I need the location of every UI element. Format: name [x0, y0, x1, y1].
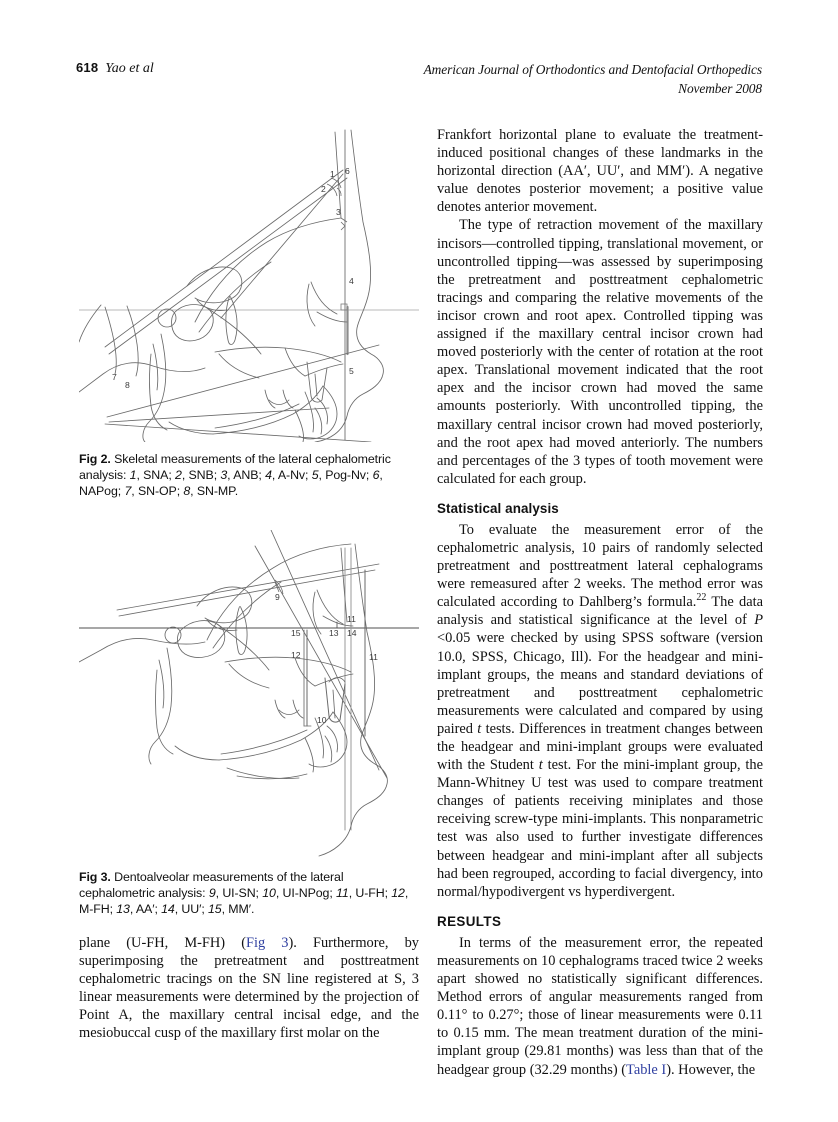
figure-2-label: Fig 2. [79, 452, 111, 466]
results-text-a: In terms of the measurement error, the repeated measurements on 10 cephalograms traced twice 2 weeks apart showed no statistically significant differences. Method errors of angular measurements ranged from 0.11° to 0.27°; those of linear measurements were 0.11 to 0.15 mm. The mean treatment duration of the mini-implant group (29.81 months) was less than that of the headgear group (32.29 months) ( [437, 934, 763, 1078]
figure-2-item-text-4: A-Nv [277, 468, 306, 483]
trace-label-4: 4 [349, 276, 354, 286]
figure-3 [79, 530, 419, 918]
paragraph-frankfort-plane: Frankfort horizontal plane to evaluate the treatment-induced positional changes of these landmarks in the horizontal direction (AA′, UU′, and MM′). A negative value denotes posterior movement; a positive value denotes anterior movement. [437, 127, 763, 216]
figure-2-item-num-3: 3 [220, 468, 228, 483]
trace-label-14: 14 [347, 628, 357, 638]
trace-label-13: 13 [329, 628, 339, 638]
figure-2-item-num-1: 1 [129, 468, 137, 483]
figure-2-item-num-6: 6 [372, 468, 380, 483]
trace-label-11-top: 11 [347, 614, 356, 624]
figure-2-item-text-7: SN-OP [137, 484, 177, 499]
figure-3-item-text-5: AA′ [135, 902, 155, 917]
figure-3-label: Fig 3. [79, 870, 111, 884]
paragraph-retraction-movement: The type of retraction movement of the maxillary incisors—controlled tipping, translational movement, or uncontrolled tipping—was assessed by superimposing the pretreatment and posttreatment cephalometric tracings and comparing the relative movements of the incisor crown and root apex. Controlled tipping was assigned if the maxillary central incisor crown had moved posteriorly with the center of rotation at the root apex. Translational movement indicated that the root apex and the incisor crown had moved the same amounts posteriorly. With uncontrolled tipping, the maxillary central incisor crown had moved posteriorly, and the root apex had moved anteriorly. The numbers and percentages of the 3 types of tooth movement were calculated for each group. [437, 217, 763, 487]
figure-2-item-text-6: NAPog [79, 484, 118, 499]
figure-3-item-num-1: 9 [208, 886, 216, 901]
table-1-crossref-link[interactable]: Table I [626, 1061, 667, 1078]
figure-2-item-num-4: 4 [265, 468, 272, 483]
figure-2-caption: Fig 2. Skeletal measurements of the lateral cephalometric analysis: 1, SNA; 2, SNB; 3, ANB; 4, A-Nv; 5, Pog-Nv; 6, NAPog; 7, SN-OP; 8, SN-MP. [79, 452, 391, 499]
figure-2-item-num-5: 5 [311, 468, 319, 483]
heading-results: RESULTS [437, 913, 502, 929]
figure-3-caption: Fig 3. Dentoalveolar measurements of the lateral cephalometric analysis: 9, UI-SN; 10, UI-NPog; 11, U-FH; 12, M-FH; 13, AA′; 14, UU′; 15, MM′. [79, 870, 409, 917]
figure-2 [79, 122, 419, 500]
figure-3-item-num-6: 14 [161, 902, 175, 917]
figure-3-trace-labels [275, 592, 378, 725]
trace-label-12: 12 [291, 650, 301, 660]
running-head [76, 60, 762, 104]
figure-3-caption-text: Dentoalveolar measurements of the lateral cephalometric analysis: [79, 870, 344, 901]
tail-rest: ). Furthermore, by superimposing the pretreatment and posttreatment cephalometric tracings on the SN line registered at S, 3 linear measurements were determined by the projection of Point A, the maxillary central incisal edge, and the mesiobuccal cusp of the maxillary first molar on the [79, 935, 420, 1042]
figure-3-item-text-2: UI-NPog [282, 886, 330, 901]
figure-3-item-text-7: MM′ [228, 902, 251, 917]
stat-text-d: tests. Differences in treatment changes between the headgear and mini-implant groups were evaluated with the Student [437, 720, 763, 774]
figure-2-item-num-2: 2 [175, 468, 182, 483]
journal-title: American Journal of Orthodontics and Dentofacial Orthopedics [423, 62, 762, 77]
figure-2-item-text-2: SNB [188, 468, 214, 483]
figure-3-item-num-4: 12 [391, 886, 405, 901]
paragraph-left-tail [79, 934, 419, 1043]
trace-label-11-side: 11 [369, 652, 378, 662]
cephalometric-tracing-dentoalveolar [79, 530, 419, 860]
stat-text-e: test. For the mini-implant group, the Mann-Whitney U test was used to compare treatment changes of patients receiving miniplates and those receiving screw-type mini-implants. This nonparametric test was also used to further investigate differences between headgear and mini-implant after all subjects had been regrouped, according to facial divergency, into normal/hypodivergent vs hyperdivergent. [437, 757, 763, 900]
trace-label-6: 6 [345, 166, 350, 176]
tail-prefix: plane (U-FH, M-FH) ( [79, 935, 246, 951]
trace-label-15: 15 [291, 628, 301, 638]
figure-3-artwork [79, 530, 419, 860]
right-column [437, 126, 763, 1079]
stat-text-b: The data analysis and statistical significance at the level of [437, 594, 764, 629]
figure-3-item-text-3: U-FH [355, 886, 385, 901]
figure-3-item-text-6: UU′ [181, 902, 202, 917]
stat-text-c: <0.05 were checked by using SPSS software (version 10.0, SPSS, Chicago, Ill). For the headgear and mini-implant groups, the means and standard deviations of pretreatment and posttreatment cephalometric measurements were calculated and compared by using paired [437, 630, 763, 737]
figure-2-caption-text: Skeletal measurements of the lateral cephalometric analysis: [79, 452, 391, 483]
heading-statistical-analysis: Statistical analysis [437, 500, 559, 516]
page-number: 618 [76, 60, 99, 75]
stat-symbol-p: P [754, 612, 763, 629]
figure-3-item-num-2: 10 [262, 886, 276, 901]
figure-2-item-text-8: SN-MP [196, 484, 235, 499]
figure-2-artwork [79, 122, 419, 442]
stat-symbol-t-1: t [477, 720, 482, 737]
figure-2-item-text-3: ANB [233, 468, 259, 483]
issue-date: November 2008 [678, 81, 762, 96]
trace-label-5: 5 [349, 366, 354, 376]
figure-3-item-num-7: 15 [208, 902, 222, 917]
figure-3-crossref-link[interactable]: Fig 3 [246, 935, 289, 951]
trace-label-10: 10 [317, 715, 327, 725]
trace-label-3: 3 [336, 207, 341, 217]
trace-label-9: 9 [275, 592, 280, 602]
running-head-right [424, 60, 762, 98]
reference-superscript-22: 22 [696, 592, 707, 604]
trace-label-7: 7 [112, 372, 117, 382]
stat-text-a: To evaluate the measurement error of the cephalometric analysis, 10 pairs of randomly selected pretreatment and posttreatment lateral cephalograms were remeasured after 2 weeks. The method error was calculated according to Dahlberg’s formula. [437, 521, 763, 611]
paragraph-statistical-analysis [437, 521, 763, 901]
results-text-b: ). However, the [666, 1061, 756, 1078]
running-head-authors: Yao et al [105, 61, 154, 76]
figure-2-item-text-5: Pog-Nv [325, 468, 366, 483]
figure-2-item-num-7: 7 [124, 484, 132, 499]
figure-3-item-num-5: 13 [116, 902, 130, 917]
left-column-tail [79, 934, 419, 1043]
trace-label-1: 1 [330, 169, 335, 179]
figure-2-item-text-1: SNA [143, 468, 169, 483]
trace-label-8: 8 [125, 380, 130, 390]
running-head-left [76, 60, 154, 77]
stat-symbol-t-2: t [538, 757, 543, 774]
cephalometric-tracing-skeletal [79, 122, 419, 442]
trace-label-2: 2 [321, 184, 326, 194]
figure-3-item-num-3: 11 [336, 886, 349, 901]
figure-3-item-text-4: M-FH [79, 902, 110, 917]
figure-3-item-text-1: UI-SN [222, 886, 256, 901]
paragraph-results [437, 934, 763, 1079]
figure-2-item-num-8: 8 [183, 484, 191, 499]
